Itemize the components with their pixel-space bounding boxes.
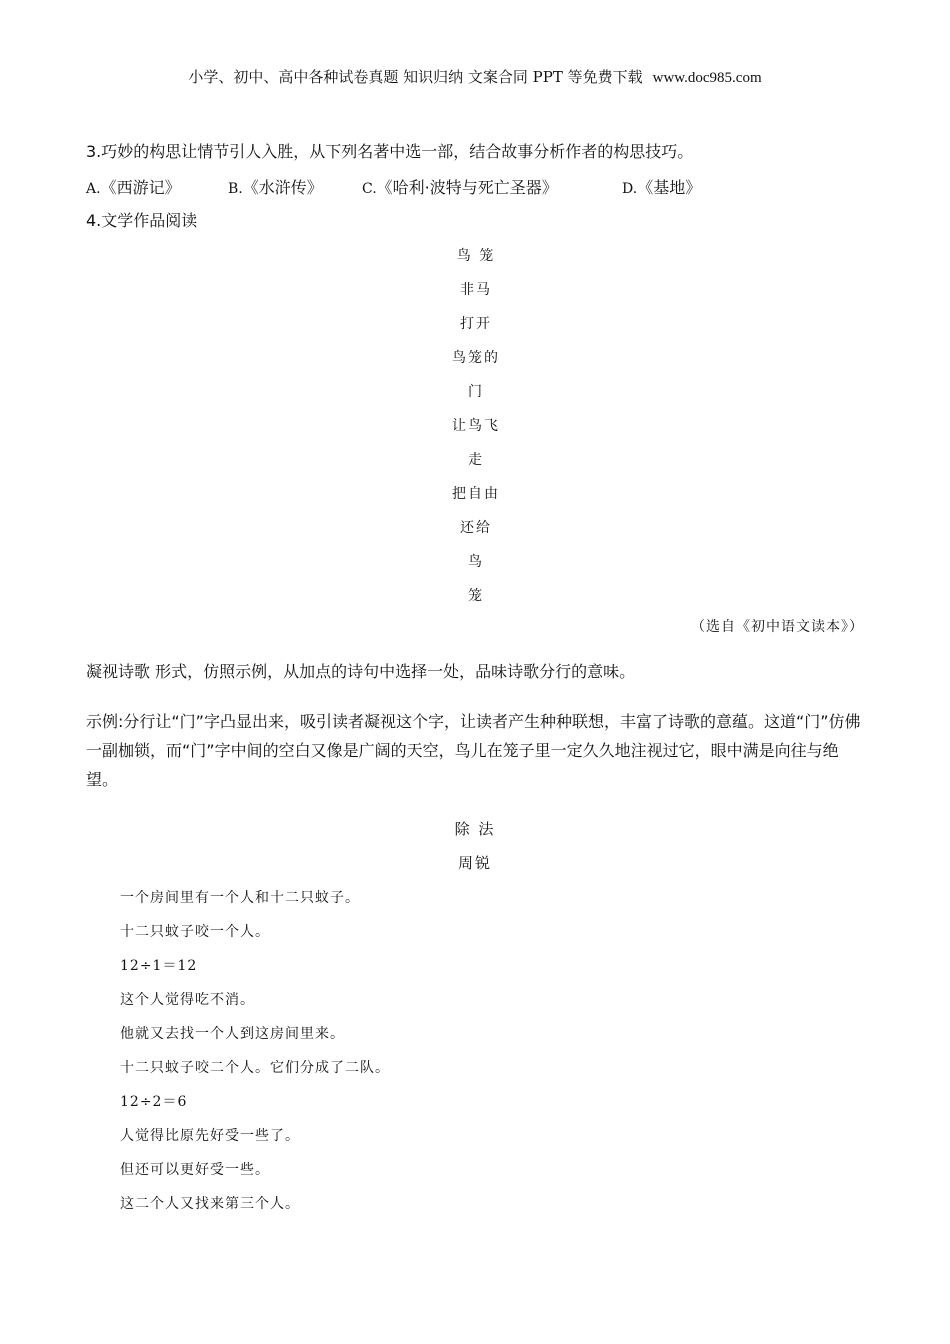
example-paragraph: 示例:分行让“门”字凸显出来，吸引读者凝视这个字，让读者产生种种联想，丰富了诗歌的意蕴。这道“门”仿佛一副枷锁，而“门”字中间的空白又像是广阔的天空，鸟儿在笼子里一定久久地注视过它，眼中满是向往与绝望。 (86, 712, 861, 789)
poem-line: 鸟 (468, 554, 484, 570)
option-a (86, 175, 181, 198)
poem-line: 打开 (460, 316, 492, 332)
poem-2-title: 除 法 (454, 820, 496, 838)
question-3-text: 3.巧妙的构思让情节引人入胜，从下列名著中选一部，结合故事分析作者的构思技巧。 (86, 142, 694, 161)
poem-2-line: 十二只蚊子咬一个人。 (120, 924, 270, 940)
poem-bird-cage (376, 244, 576, 618)
option-title: 《基地》 (637, 178, 702, 197)
poem-source: （选自《初中语文读本》） (691, 619, 864, 635)
poem-2-equation: 12÷2＝6 (120, 1094, 188, 1110)
option-title: 《水浒传》 (242, 178, 323, 197)
option-letter: D. (622, 181, 638, 197)
poem-2-line: 人觉得比原先好受一些了。 (120, 1128, 300, 1144)
question-4-heading: 4.文学作品阅读 (86, 211, 198, 230)
poem-2-line: 十二只蚊子咬二个人。它们分成了二队。 (120, 1060, 390, 1076)
header-site-link[interactable]: www.doc985.com (652, 70, 762, 86)
poem-line: 还给 (460, 520, 492, 536)
poem-line: 门 (468, 384, 484, 400)
question-4-example (86, 707, 868, 794)
question-4-instruction: 凝视诗歌 形式，仿照示例，从加点的诗句中选择一处，品味诗歌分行的意味。 (86, 662, 636, 681)
poem-2-line: 他就又去找一个人到这房间里来。 (120, 1026, 345, 1042)
option-b (228, 175, 323, 198)
poem-line: 把自由 (452, 486, 500, 502)
poem-2-equation: 12÷1＝12 (120, 958, 198, 974)
poem-line: 让鸟飞 (452, 418, 500, 434)
option-letter: C. (362, 181, 377, 197)
poem-2-line: 一个房间里有一个人和十二只蚊子。 (120, 890, 360, 906)
page-header (0, 66, 950, 87)
poem-line: 鸟笼的 (452, 350, 500, 366)
poem-line: 走 (468, 452, 484, 468)
option-d (622, 175, 701, 198)
poem-title: 鸟 笼 (456, 248, 496, 264)
option-letter: A. (86, 181, 101, 197)
poem-2-line: 这个人觉得吃不消。 (120, 992, 255, 1008)
option-title: 《西游记》 (100, 178, 181, 197)
header-text: 小学、初中、高中各种试卷真题 知识归纳 文案合同 PPT 等免费下载 (188, 68, 643, 86)
option-letter: B. (228, 181, 243, 197)
poem-2-line: 这二个人又找来第三个人。 (120, 1196, 300, 1212)
option-title: 《哈利·波特与死亡圣器》 (376, 178, 558, 197)
poem-2-body (120, 886, 880, 1226)
poem-line: 笼 (468, 588, 484, 604)
poem-2-author: 周锐 (457, 854, 492, 872)
question-3-options (86, 175, 886, 199)
poem-author: 非马 (460, 282, 492, 298)
option-c (362, 175, 558, 198)
poem-2-line: 但还可以更好受一些。 (120, 1162, 270, 1178)
